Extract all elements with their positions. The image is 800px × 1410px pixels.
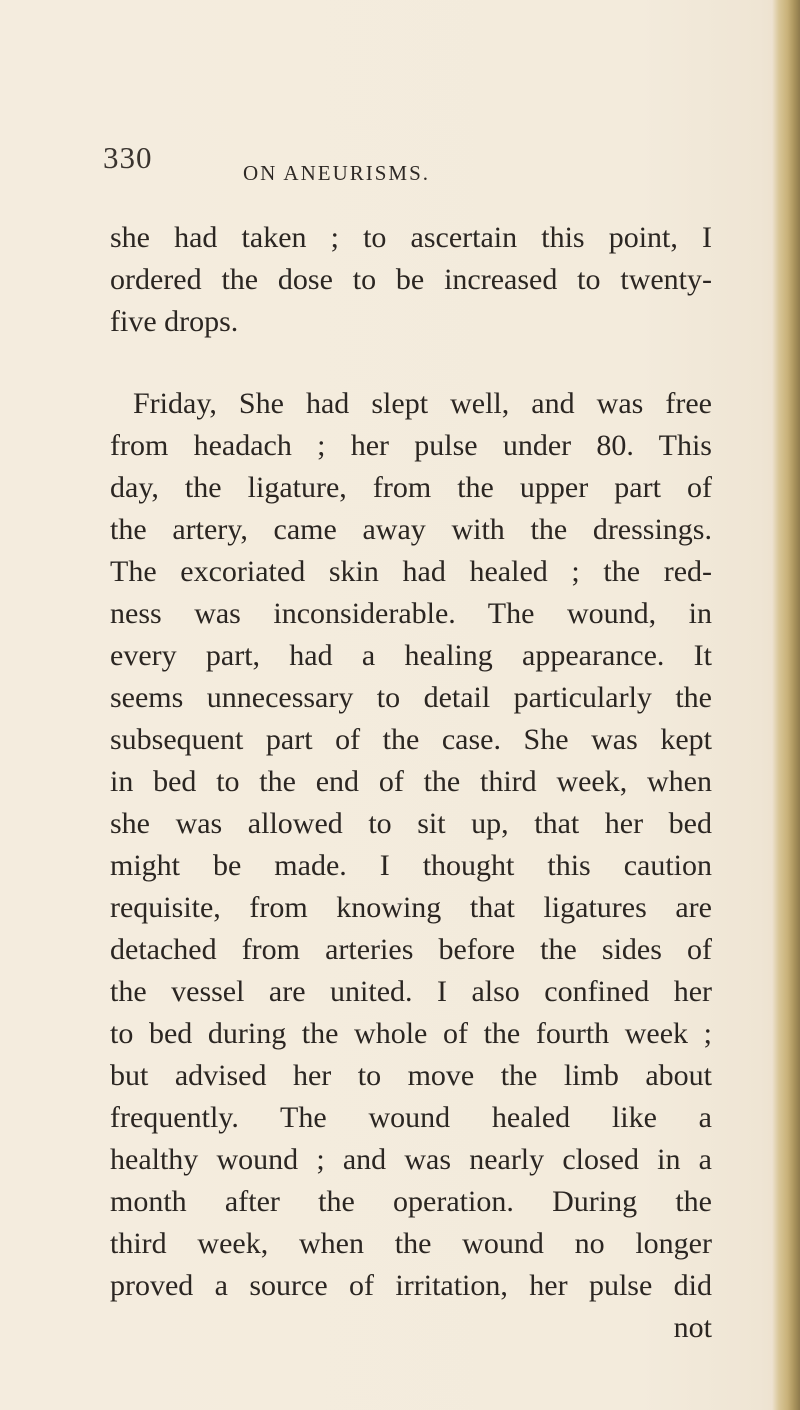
text-line: proved a source of irritation, her pulse did (110, 1269, 712, 1302)
body-text (110, 217, 712, 1349)
paragraph-2 (110, 383, 712, 1349)
text-line: every part, had a healing appearance. It (110, 639, 712, 672)
text-line: month after the operation. During the (110, 1185, 712, 1218)
text-line: but advised her to move the limb about (110, 1059, 712, 1092)
running-head: ON ANEURISMS. (243, 161, 431, 185)
text-line: healthy wound ; and was nearly closed in a (110, 1143, 712, 1176)
text-line: frequently. The wound healed like a (110, 1101, 712, 1134)
text-line: the vessel are united. I also confined her (110, 975, 712, 1008)
text-line: from headach ; her pulse under 80. This (110, 429, 712, 462)
text-line: The excoriated skin had healed ; the red- (110, 555, 712, 588)
paragraph-gap (110, 343, 712, 383)
text-line: seems unnecessary to detail particularly the (110, 681, 712, 714)
text-line: might be made. I thought this caution (110, 849, 712, 882)
paragraph-1 (110, 217, 712, 343)
text-line: she had taken ; to ascertain this point, I (110, 221, 712, 254)
text-line: third week, when the wound no longer (110, 1227, 712, 1260)
text-line: subsequent part of the case. She was kept (110, 723, 712, 756)
page-edge-shadow (772, 0, 800, 1410)
text-line: Friday, She had slept well, and was free (133, 387, 712, 420)
text-line: detached from arteries before the sides of (110, 933, 712, 966)
text-line: day, the ligature, from the upper part of (110, 471, 712, 504)
text-line: to bed during the whole of the fourth week ; (110, 1017, 712, 1050)
text-line: requisite, from knowing that ligatures are (110, 891, 712, 924)
page-number: 330 (103, 140, 153, 175)
text-line: five drops. (110, 305, 239, 338)
text-line: ordered the dose to be increased to twenty- (110, 263, 712, 296)
page-header (0, 140, 800, 190)
catchword: not (673, 1311, 712, 1344)
text-line: she was allowed to sit up, that her bed (110, 807, 712, 840)
text-line: ness was inconsiderable. The wound, in (110, 597, 712, 630)
text-line: the artery, came away with the dressings. (110, 513, 712, 546)
text-line: in bed to the end of the third week, when (110, 765, 712, 798)
